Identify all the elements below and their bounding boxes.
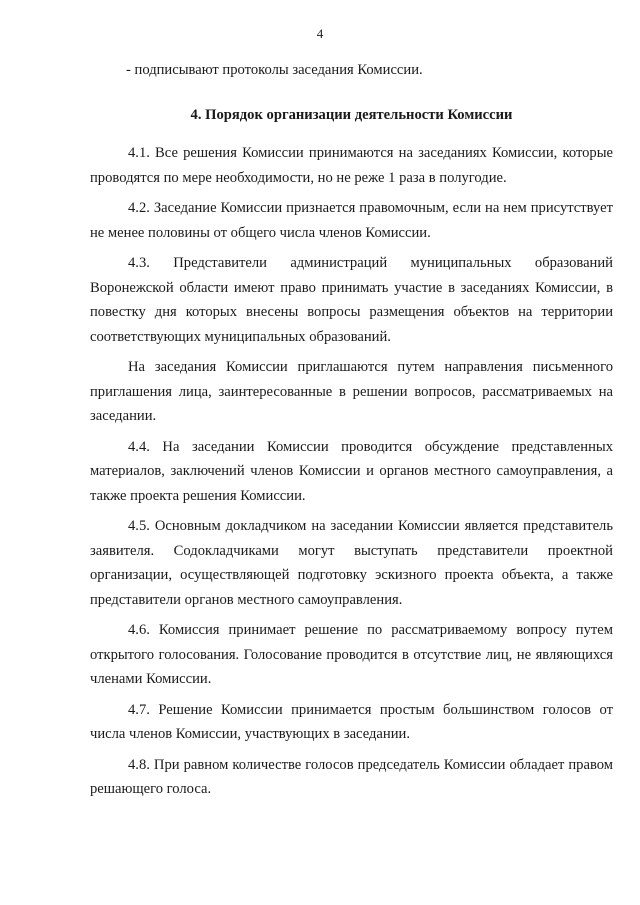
paragraph-4-1: 4.1. Все решения Комиссии принимаются на заседаниях Комиссии, которые проводятся по мере необходимости, но не реже 1 раза в полугодие. bbox=[90, 145, 613, 186]
document-body bbox=[90, 58, 613, 808]
intro-list-item: - подписывают протоколы заседания Комиссии. bbox=[126, 62, 423, 78]
paragraph-4-7: 4.7. Решение Комиссии принимается простым большинством голосов от числа членов Комиссии, участвующих в заседании. bbox=[90, 701, 613, 742]
page-number: 4 bbox=[316, 26, 324, 41]
section-heading: 4. Порядок организации деятельности Комиссии bbox=[190, 106, 513, 123]
paragraph-4-6: 4.6. Комиссия принимает решение по рассматриваемому вопросу путем открытого голосования. Голосование проводится в отсутствие лиц, не являющихся членами Комиссии. bbox=[90, 622, 613, 687]
paragraph-invitation: На заседания Комиссии приглашаются путем направления письменного приглашения лица, заинтересованные в решении вопросов, рассматриваемых на заседании. bbox=[90, 359, 613, 424]
paragraph-4-5: 4.5. Основным докладчиком на заседании Комиссии является представитель заявителя. Содокладчиками могут выступать представители проектной организации, осуществляющей подготовку эскизного проекта объекта, а также представители органов местного самоуправления. bbox=[90, 518, 613, 608]
paragraph-4-8: 4.8. При равном количестве голосов председатель Комиссии обладает правом решающего голоса. bbox=[90, 756, 613, 797]
paragraph-4-2: 4.2. Заседание Комиссии признается правомочным, если на нем присутствует не менее половины от общего числа членов Комиссии. bbox=[90, 200, 613, 241]
paragraph-4-3: 4.3. Представители администраций муниципальных образований Воронежской области имеют право принимать участие в заседаниях Комиссии, в повестку дня которых внесены вопросы размещения объектов на территории соответствующих муниципальных образований. bbox=[90, 255, 613, 345]
paragraph-4-4: 4.4. На заседании Комиссии проводится обсуждение представленных материалов, заключений членов Комиссии и органов местного самоуправления, а также проекта решения Комиссии. bbox=[90, 438, 613, 504]
